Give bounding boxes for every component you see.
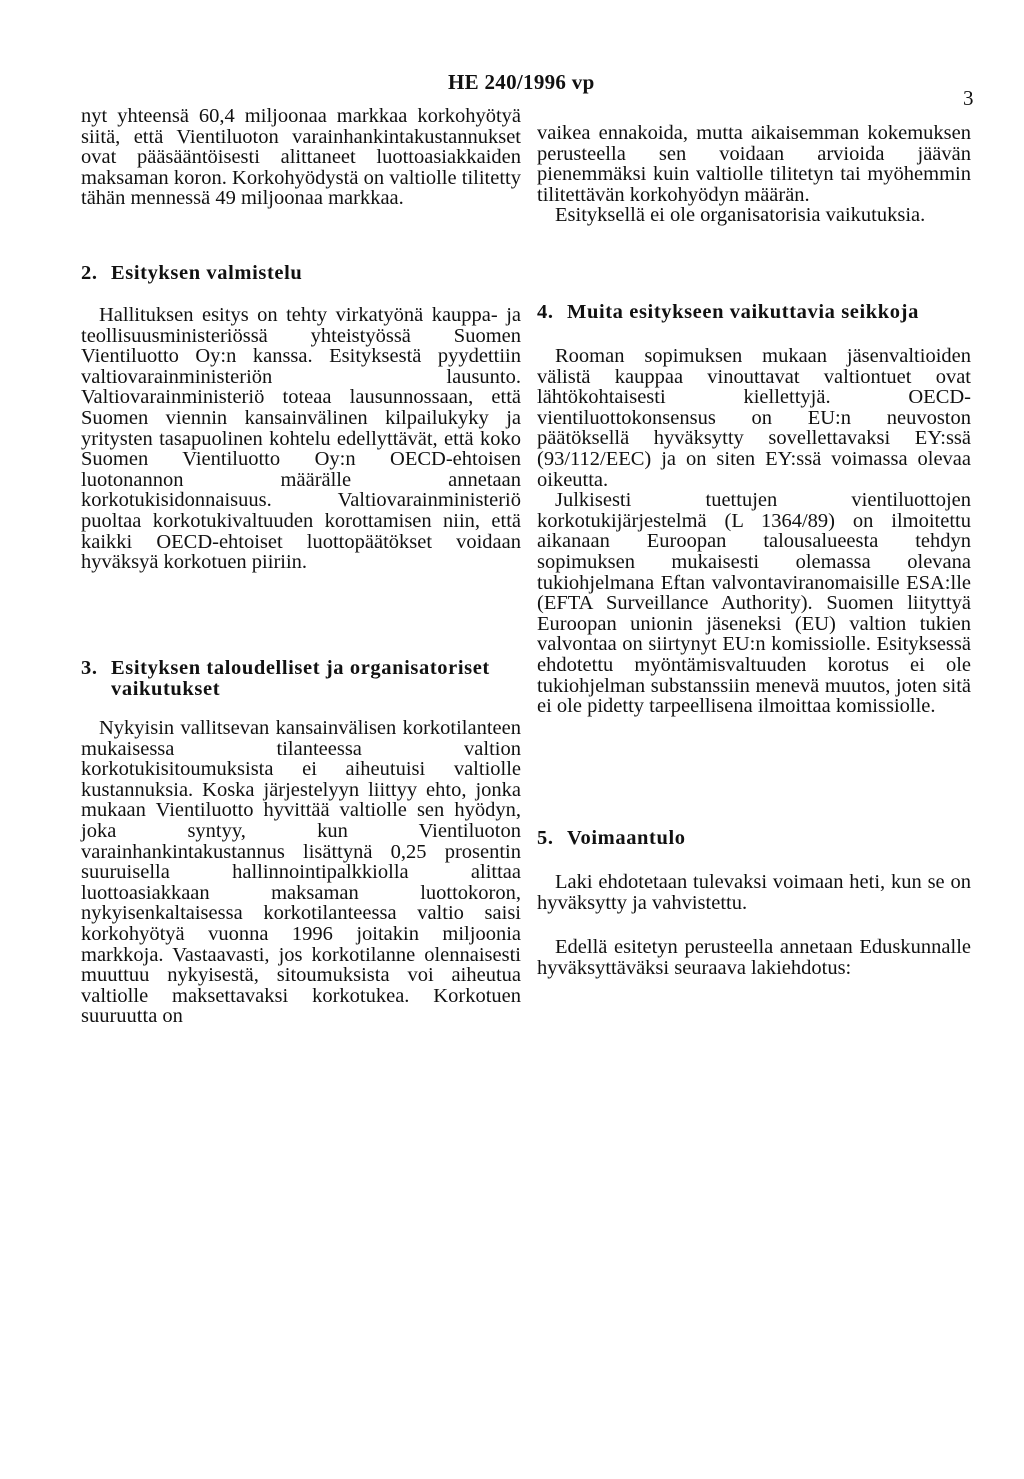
section-4-paragraph-2: Julkisesti tuettujen vientiluottojen korkotukijärjestelmä (L 1364/89) on ilmoitettu aikanaan Euroopan talousalueesta tehdyn sopimuksen mukaisesti olemassa olevana tukiohjelmana Eftan valvontaviranomaisille ESA:lle (EFTA Surveillance Authority). Suomen liityttyä Euroopan unionin jäseneksi (EU) valtion tukien valvontaa on siirtynyt EU:n komissiolle. Esityksessä ehdotettu myöntämisvaltuuden korotus ei ole tukiohjelman substanssiin menevä muutos, joten sitä ei ole pidetty tarpeellisena ilmoittaa komissiolle.	[537, 489, 971, 718]
section-2-body	[81, 305, 521, 573]
section-3-number: 3.	[81, 657, 98, 679]
section-2-paragraph: Hallituksen esitys on tehty virkatyönä kauppa- ja teollisuusministeriössä yhteistyössä Suomen Vientiluotto Oy:n kanssa. Esityksestä pyydettiin valtiovarainministeriön lausunto. Valtiovarainministeriö toteaa lausunnossaan, että Suomen viennin kansainvälinen kilpailukyky ja yritysten tasapuolinen kohtelu edellyttävät, että koko Suomen Vientiluotto Oy:n OECD-ehtoisen luotonannon määrälle annetaan korkotukisidonnaisuus. Valtiovarainministeriö puoltaa korkotukivaltuuden korottamisen niin, että kaikki OECD-ehtoiset luottopäätökset voidaan hyväksyä korkotuen piiriin.	[81, 304, 521, 574]
closing-block	[537, 937, 971, 978]
running-head: HE 240/1996 vp	[448, 70, 595, 94]
section-2-number: 2.	[81, 262, 98, 284]
section-5-heading	[537, 828, 971, 849]
section-5-body	[537, 872, 971, 913]
org-effects-paragraph: Esityksellä ei ole organisatorisia vaikutuksia.	[555, 204, 926, 227]
section-4-number: 4.	[537, 301, 554, 323]
section-4-body	[537, 346, 971, 717]
section-2-heading	[81, 263, 521, 284]
continuation-paragraph: vaikea ennakoida, mutta aikaisemman kokemuksen perusteella sen voidaan arvioida jäävän pienemmäksi kuin valtiolle tilitetyn tai myöhemmin tilitettävän korkohyödyn määrän.	[537, 122, 971, 206]
section-2-title: Esityksen valmistelu	[111, 262, 303, 284]
section-4-title: Muita esitykseen vaikuttavia seikkoja	[567, 301, 919, 323]
section-4-paragraph-1: Rooman sopimuksen mukaan jäsenvaltioiden välistä kauppaa vinouttavat valtiontuet ovat lähtökohtaisesti kiellettyjä. OECD-vientiluottokonsensus on EU:n neuvoston päätöksellä hyväksytty sovellettavaksi EY:ssä (93/112/EEC) ja on siten EY:ssä voimassa olevaa oikeutta.	[537, 345, 971, 491]
section-3-title: Esityksen taloudelliset ja organisatoriset vaikutukset	[111, 657, 490, 700]
section-5-title: Voimaantulo	[567, 827, 686, 849]
section-3-paragraph: Nykyisin vallitsevan kansainvälisen korkotilanteen mukaisessa tilanteessa valtion korkotukisitoumuksista ei aiheutuisi valtiolle kustannuksia. Koska järjestelyyn liittyy ehto, jonka mukaan Vientiluotto hyvittää valtiolle sen hyödyn, joka syntyy, kun Vientiluoton varainhankintakustannus lisättynä 0,25 prosentin suuruisella hallinnointipalkkiolla alittaa luottoasiakkaan maksaman luottokoron, nykyisenkaltaisessa korkotilanteessa valtio saisi korkohyötyä vuonna 1996 joitakin miljoonia markkoja. Vastaavasti, jos korkotilanne olennaisesti muuttuu nykyisestä, sitoumuksista voi aiheutua valtiolle maksettavaksi korkotukea. Korkotuen suuruutta on	[81, 717, 521, 1028]
section-3-heading	[81, 658, 521, 700]
right-column-top	[537, 123, 971, 226]
section-4-heading	[537, 302, 971, 323]
intro-paragraph: nyt yhteensä 60,4 miljoonaa markkaa korkohyötyä siitä, että Vientiluoton varainhankintakustannukset ovat pääsääntöisesti alittaneet luottoasiakkaiden maksaman koron. Korkohyödystä on valtiolle tilitetty tähän mennessä 49 miljoonaa markkaa.	[81, 105, 521, 210]
closing-paragraph: Edellä esitetyn perusteella annetaan Eduskunnalle hyväksyttäväksi seuraava lakiehdotus:	[537, 936, 971, 979]
page-number: 3	[963, 86, 974, 110]
section-5-paragraph: Laki ehdotetaan tulevaksi voimaan heti, kun se on hyväksytty ja vahvistettu.	[537, 871, 971, 914]
section-3-body	[81, 718, 521, 1027]
section-5-number: 5.	[537, 827, 554, 849]
left-column	[81, 106, 521, 209]
